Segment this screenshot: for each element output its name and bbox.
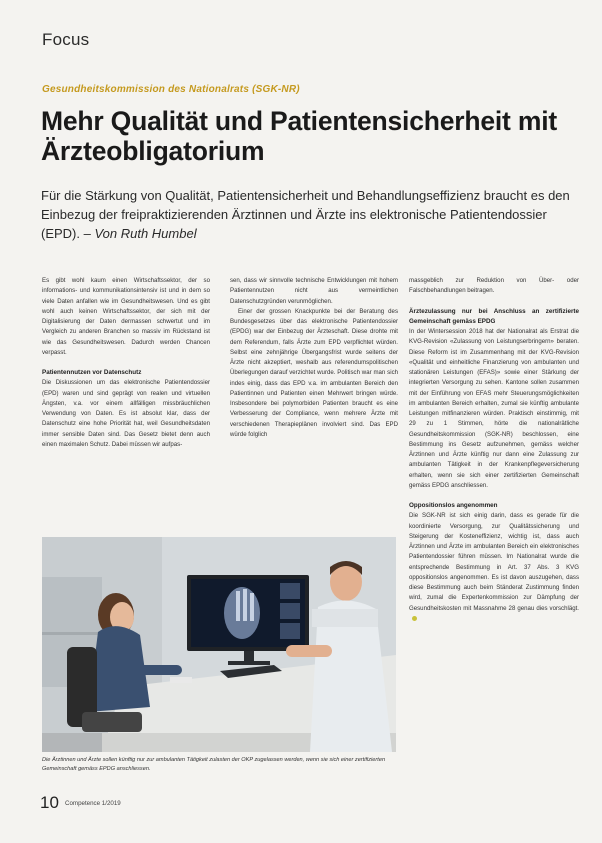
paragraph: sen, dass wir sinnvolle technische Entwicklungen mit hohem Patientennutzen nicht aus vermeintlichen Datenschutzgründen verunmöglichen.: [230, 277, 398, 305]
text-column-3: [409, 276, 579, 624]
article-author: – Von Ruth Humbel: [80, 226, 197, 241]
journal-footer: Competence 1/2019: [65, 800, 121, 807]
section-label: Focus: [42, 30, 90, 49]
subheading: Ärztezulassung nur bei Anschluss an zertifizierte Gemeinschaft gemäss EPDG: [409, 307, 579, 325]
lead-text: Für die Stärkung von Qualität, Patientensicherheit und Behandlungseffizienz braucht es den Einbezug der freipraktizierenden Ärztinnen und Ärzte ins elektronische Patientendossier (EPD).: [41, 188, 570, 241]
closing-paragraph-text: Die SGK-NR ist sich einig darin, dass es gerade für die koordinierte Versorgung, zur Qualitätssicherung und Steigerung der Kosteneffizienz, wichtig ist, dass auch Ärztinnen und Ärzte im ambulanten Bereich ein elektronisches Patientendossier führen müssen. Im Nationalrat wurde die entsprechende Bestimmung in Art. 37 Abs. 3 KVG oppositionslos angenommen. Es ist davon auszugehen, dass diese Bestimmung auch beim Ständerat Zustimmung finden wird, zumal die Expertenkommission zur Dämpfung der Gesundheitskosten mit Massnahme 28 genau dies vorschlägt.: [409, 512, 579, 612]
subheading: Oppositionslos angenommen: [409, 502, 498, 509]
paragraph: Die Diskussionen um das elektronische Patientendossier (EPD) waren und sind geprägt von realen und virtuellen Ängsten, v.a. vor einem allfälligen missbräuchlichen Verwendung von Daten. Es ist absolut klar, dass der Datenschutz eine hohe Priorität hat, weil Gesundheitsdaten immer sensible Daten sind. Das Gesetz bietet denn auch einen maximalen Schutz. Dabei müssen wir aufpas-: [42, 379, 210, 448]
text-column-2: [230, 276, 398, 440]
article-kicker: Gesundheitskommission des Nationalrats (SGK-NR): [42, 84, 300, 95]
article-lead: [41, 186, 581, 243]
text-column-1: [42, 276, 210, 450]
article-photo: [42, 537, 396, 752]
paragraph: In der Wintersession 2018 hat der Nationalrat als Erstrat die KVG-Revision «Zulassung von Leistungserbringern» beraten. Diese Reform ist im Zusammenhang mit der KVG-Revision «Qualität und einheitliche Finanzierung von ambulanten und stationären Leistungen (EFAS)» sowie einer Stärkung der integrierten Versorgung zu sehen. Kantone sollen zusammen mit der Einführung von EFAS mehr Steuerungsmöglichkeiten im ambulanten Bereich erhalten, zumal sie künftig ambulante Leistungen mitfinanzieren würden. Praktisch einstimmig, mit 29 zu 1 Stimmen, hörte die nationalrätliche Gesundheitskommission (SGK-NR) beschlossen, eine Bestimmung ins Gesetz aufzunehmen, gemäss welcher Ärztinnen und Ärzte künftig nur dann eine Zulassung zur ambulanten Tätigkeit in der Krankenpflegeversicherung erhalten, wenn sie sich einer zertifizierten Gemeinschaft gemäss EPDG anschliessen.: [409, 328, 579, 489]
photo-caption: Die Ärztinnen und Ärzte sollen künftig nur zur ambulanten Tätigkeit zulasten der OKP zugelassen werden, wenn sie sich einer zertifizierten Gemeinschaft gemäss EPDG anschliessen.: [42, 757, 386, 772]
paragraph: [409, 511, 579, 624]
paragraph: Es gibt wohl kaum einen Wirtschaftssektor, der so informations- und kommunikationsintensiv ist und in dem so viele Daten anfallen wie im Gesundheitswesen. Und es gibt wohl auch keinen Wirtschaftssektor, der sich mit der Digitalisierung der Daten dermassen schwertut und im Vergleich zu anderen Branchen so massiv im Rückstand ist wie das Gesundheitswesen. Dadurch werden Chancen verpasst.: [42, 277, 210, 356]
page-number: 10: [40, 793, 59, 812]
paragraph: massgeblich zur Reduktion von Über- oder Falschbehandlungen beitragen.: [409, 277, 579, 295]
subheading: Patientennutzen vor Datenschutz: [42, 369, 142, 376]
paragraph: Einer der grossen Knackpunkte bei der Beratung des Bundesgesetzes über das elektronische Patientendossier (EPDG) war der Einbezug der Ärzteschaft. Diese drohte mit dem Referendum, falls Ärzte zum EPD verpflichtet würden. Selbst eine zehnjährige Übergangsfrist wurde seitens der Ärzte nicht akzeptiert, weshalb aus referendumspolitischen Überlegungen darauf verzichtet wurde. Politisch war man sich indes einig, dass das EPD v.a. im ambulanten Bereich den Patientinnen und Patienten einen Mehrwert bringen würde. Insbesondere bei polymorbiden Patienten braucht es eine Verbesserung der Compliance, wenn mehrere Ärzte mit verschiedenen Therapieplänen involviert sind. Das EPD würde folglich: [230, 307, 398, 438]
article-headline: Mehr Qualität und Patientensicherheit mit Ärzteobligatorium: [41, 106, 557, 166]
doctor-consultation-illustration: [42, 537, 396, 752]
end-mark-icon: [412, 616, 417, 621]
